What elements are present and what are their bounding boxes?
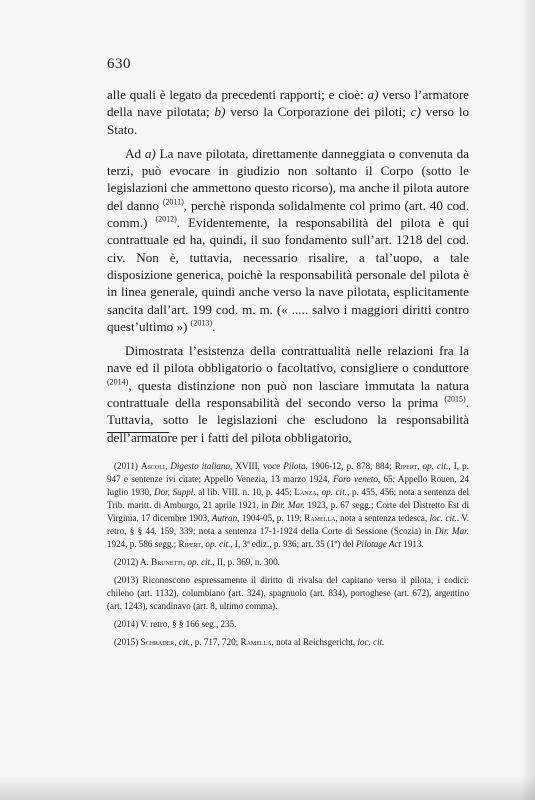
footnote-ref[interactable]: (2011) (162, 197, 184, 207)
footnote: (2012) A. Brunetti, op. cit., II, p. 369, n. 300. (114, 557, 280, 567)
paragraph: alle quali è legato da precedenti rapporti; e cioè: a) verso l’armatore della nave pilotata; b) verso la Corporazione dei piloti; c) verso lo Stato. (107, 87, 470, 137)
footnote: (2013) Riconoscono espressamente il diritto di rivalsa del capitano verso il pilota, i codici: chileno (art. 1132), columbiano (art. 324), spagnuolo (art. 834), portoghese (art. 672), argentino (art. 1243), scandinavo (art. 8, ultimo comma). (107, 575, 469, 611)
footnote-ref[interactable]: (2013) (190, 318, 212, 328)
main-text (107, 86, 469, 453)
footnote-separator (107, 432, 169, 433)
footnote-ref[interactable]: (2014) (107, 377, 129, 387)
paragraph: Ad a) La nave pilotata, direttamente danneggiata o convenuta da terzi, può evocare in giudizio non soltanto il Corpo (sotto le legislazioni che ammettono questo ricorso), ma anche il pilota autore del danno $^{(2011)}$, perchè risponda solidalmente col primo (art. 40 cod. comm.) $^{(2012)}$. Evidentemente, la responsabilità del pilota è qui contrattuale ed ha, quindi, il suo fondamento sull’art. 1218 del cod. civ. Non è, tuttavia, necessario risalire, a tal’uopo, a tale disposizione generica, poichè la responsabilità personale del pilota è in linea generale, quindi anche verso la nave pilotata, esplicitamente sancita dall’art. 199 cod. m. m. (« ..... salvo i maggiori diritti contro quest’ultimo ») $^{(2013)}$. (107, 145, 469, 334)
footnote: (2015) Schrader, cit., p. 717, 720; Ramella, nota al Reichsgericht, loc. cit. (114, 637, 385, 647)
page-edge-shadow (521, 0, 535, 800)
paragraph: Dimostrata l’esistenza della contrattualità nelle relazioni fra la nave ed il pilota obbligatorio o facoltativo, consigliere o conduttore $^{(2014)}$, questa distinzione non può non lasciare immutata la natura contrattuale della responsabilità del secondo verso la prima $^{(2015)}$. Tuttavia, sotto le legislazioni che escludono la responsabilità dell’armatore per i fatti del pilota obbligatorio, (107, 343, 469, 445)
footnote-ref[interactable]: (2015) (444, 394, 466, 404)
page-number: 630 (107, 56, 131, 72)
footnotes (107, 460, 469, 654)
footnote: (2011) Ascoli, Digesto italiano, XVIII, voce Pilota, 1906-12, p. 878, 884; Ripert, op. cit., I, p. 947 e sentenze ivi citate; Appello Venezia, 13 marzo 1924, Foro veneto, 65; Appello Rouen, 24 luglio 1930, Dor, Suppl. al lib. VIII. n. 10, p. 445; Lanza, op. cit., p. 455, 456; nota a sentenza del Trib. maritt. di Amburgo, 21 aprile 1921, in Dir. Mar. 1923, p. 67 segg.; Corte del Distretto Est di Virginia, 17 dicembre 1903, Autran, 1904-05, p. 119; Ramella, nota a sentenza tedesca, loc. cit.. V. retro, § § 44, 159, 339; nota a sentenza 17-1-1924 della Corte di Sessione (Scozia) in Dir. Mar. 1924, p. 586 segg.; Ripert, op. cit., I, 3ª ediz., p. 936; art. 35 (1º) del Pilotage Act 1913. (107, 461, 470, 549)
footnote: (2014) V. retro, § § 166 seg., 235. (114, 619, 237, 629)
footnote-ref[interactable]: (2012) (155, 214, 177, 224)
page-bottom-shadow (0, 776, 535, 800)
